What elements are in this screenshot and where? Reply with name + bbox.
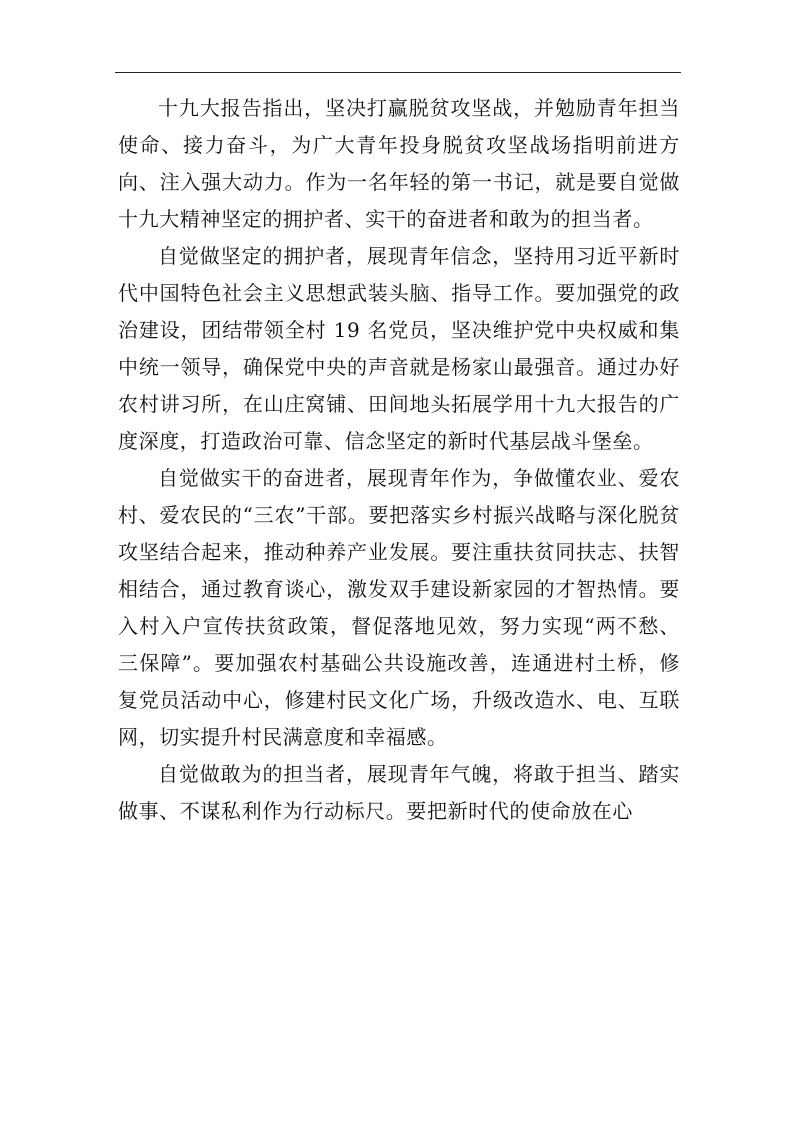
- paragraph-2: 自觉做坚定的拥护者，展现青年信念，坚持用习近平新时代中国特色社会主义思想武装头脑、指导工作。要加强党的政治建设，团结带领全村 19 名党员，坚决维护党中央权威和集中统一领导，确保党中央的声音就是杨家山最强音。通过办好农村讲习所，在山庄窝铺、田间地头拓展学用十九大报告的广度深度，打造政治可靠、信念坚定的新时代基层战斗堡垒。: [118, 244, 680, 453]
- paragraph-1: 十九大报告指出，坚决打赢脱贫攻坚战，并勉励青年担当使命、接力奋斗，为广大青年投身脱贫攻坚战场指明前进方向、注入强大动力。作为一名年轻的第一书记，就是要自觉做十九大精神坚定的拥护者、实干的奋进者和敢为的担当者。: [118, 96, 680, 231]
- paragraph-4: 自觉做敢为的担当者，展现青年气魄，将敢于担当、踏实做事、不谋私利作为行动标尺。要把新时代的使命放在心: [118, 762, 680, 823]
- document-body: [118, 90, 680, 830]
- paragraph-3: 自觉做实干的奋进者，展现青年作为，争做懂农业、爱农村、爱农民的“三农”干部。要把落实乡村振兴战略与深化脱贫攻坚结合起来，推动种养产业发展。要注重扶贫同扶志、扶智相结合，通过教育谈心，激发双手建设新家园的才智热情。要入村入户宣传扶贫政策，督促落地见效，努力实现“两不愁、三保障”。要加强农村基础公共设施改善，连通进村土桥，修复党员活动中心，修建村民文化广场，升级改造水、电、互联网，切实提升村民满意度和幸福感。: [118, 466, 680, 749]
- header-rule: [115, 72, 681, 73]
